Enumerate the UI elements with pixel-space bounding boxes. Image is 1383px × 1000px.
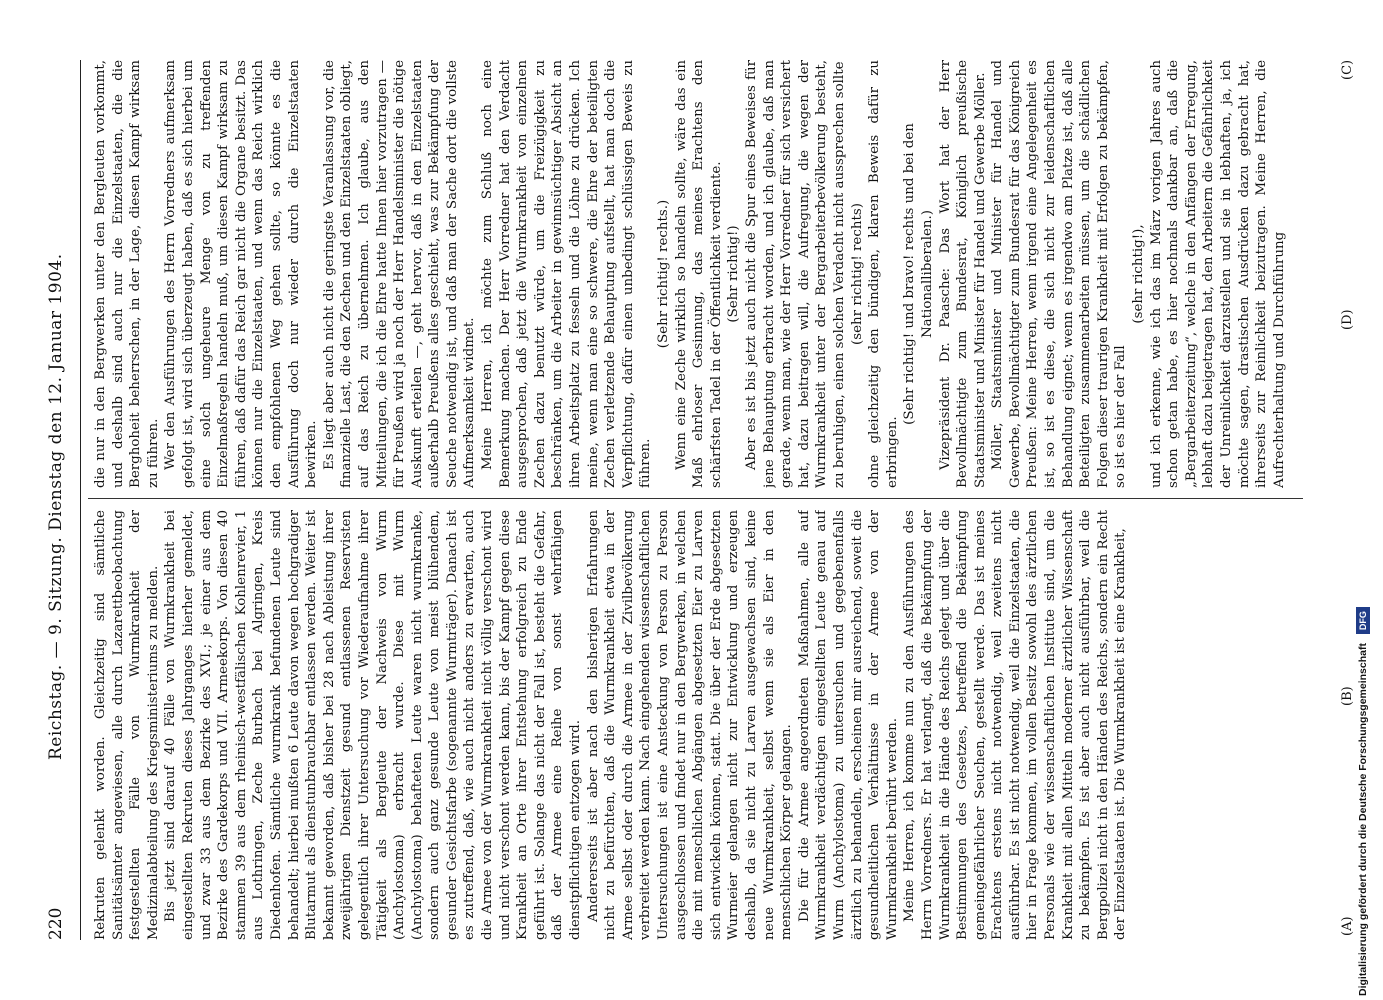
paragraph: Möller, Staatsminister und Minister für Handel und Gewerbe, Bevollmächtigter zum Bundesrat für das Königreich Preußen: Meine Herren, wenn irgend eine Angelegenheit es ist, so ist es diese, die sich nicht zur leidenschaftlichen Behandlung eignet; wenn es irgendwo am Platze ist, daß alle Beteiligten zusammenarbeiten müssen, um die schädlichen Folgen dieser traurigen Krankheit mit Erfolgen zu bekämpfen, so ist es hier der Fall <box>990 60 1129 488</box>
paragraph: Meine Herren, ich komme nun zu den Ausführungen des Herrn Vorredners. Er hat verlangt, daß die Bekämpfung der Wurmkrankheit in die Hände des Reichs gelegt und über die Bestimmungen des Gesetzes, betreffend die Bekämpfung gemeingefährlicher Seuchen, gestellt werde. Das ist meines Erachtens erstens nicht notwendig, weil zweitens nicht ausführbar. Es ist nicht notwendig, weil die Einzelstaaten, die hier in Frage kommen, im vollen Besitz sowohl des ärztlichen Personals wie der wissenschaftlichen Institute sind, um die Krankheit mit allen Mitteln moderner ärztlicher Wissenschaft zu bekämpfen. Es ist aber auch nicht ausführbar, weil die Bergpolizei nicht in den Händen des Reichs, sondern ein Recht der Einzelstaaten ist. Die Wurmkrankheit ist eine Krankheit, <box>902 510 1129 940</box>
paragraph: Die für die Armee angeordneten Maßnahmen, alle auf Wurmkrankheit verdächtigen eingestellten Leute genau auf Wurm (Anchylostoma) zu untersuchen und gegebenenfalls ärztlich zu behandeln, erscheinen mir ausreichend, soweit die gesundheitlichen Verhältnisse in der Armee von der Wurmkrankheit berührt werden. <box>796 510 900 940</box>
interjection: (Sehr richtig! und bravo! rechts und bei den Nationalliberalen.) <box>902 123 935 425</box>
paragraph: Wer den Ausführungen des Herrn Vorredners aufmerksam gefolgt ist, wird sich überzeugt haben, daß es sich hierbei um eine solch ungeheure Menge von zu treffenden Einzelmaßregeln handeln muß, um diesen Kampf wirksam zu führen, daß dafür das Reich gar nicht die Organe besitzt. Das können nur die Einzelstaaten, und wenn das Reich wirklich den empfohlenen Weg gehen sollte, so könnte es die Ausführung doch nur wieder durch die Einzelstaaten bewirken. <box>163 60 320 488</box>
dfg-watermark-text <box>1352 0 1374 996</box>
paragraph: und ich erkenne, wie ich das im März vorigen Jahres auch schon getan habe, es hier nochmals dankbar an, daß die „Bergarbeiterzeitung“, welche in den Anfängen der Erregung, lebhaft dazu beigetragen hat, den Arbeitern die Gefährlichkeit der Unreinlichkeit darzustellen und sie in lebhaften, ja, ich möchte sagen, drastischen Ausdrücken dazu gebracht hat, ihrerseits zur Reinlichkeit beizutragen. Meine Herren, die Aufrechterhaltung und Durchführung <box>1148 60 1287 488</box>
left-column <box>92 510 1292 940</box>
paragraph: Wenn eine Zeche wirklich so handeln sollte, wäre das ein Maß ehrloser Gesinnung, das meines Erachtens den schärfsten Tadel in der Öffentlichkeit verdiente. <box>673 60 724 488</box>
paragraph: die nur in den Bergwerken unter den Bergleuten vorkommt, und deshalb sind auch nur die Einzelstaaten, die die Berghoheit beherrschen, in der Lage, diesen Kampf wirksam zu führen. <box>93 60 161 488</box>
margin-mark-d: (D) <box>1340 309 1355 330</box>
interjection: (sehr richtig!), <box>1131 224 1147 324</box>
paragraph: Aber es ist bis jetzt auch nicht die Spur eines Beweises für jene Behauptung erbracht worden, und ich glaube, daß man gerade, wenn man, wie der Herr Vorredner für sich versichert hat, dazu beitragen will, die Aufregung, die wegen der Wurmkrankheit unter der Bergarbeiterbevölkerung besteht, zu beruhigen, einen solchen Verdacht nicht aussprechen sollte <box>743 60 847 488</box>
margin-mark-c: (C) <box>1340 59 1355 80</box>
margin-mark-b: (B) <box>1340 686 1355 706</box>
page-number: 220 <box>46 907 66 940</box>
paragraph: Vizepräsident Dr. Paasche: Das Wort hat der Herr Bevollmächtigte zum Bundesrat, Königlich preußische Staatsminister und Minister für Handel und Gewerbe Möller. <box>937 60 988 488</box>
paragraph: Bis jetzt sind darauf 40 Fälle von Wurmkrankheit bei eingestellten Rekruten dieses Jahrganges hierher gemeldet, und zwar 33 aus dem Bezirke des XVI.; je einer aus dem Bezirke des Gardekorps und VII. Armeekorps. Von diesen 40 stammen 39 aus dem rheinisch-westfälischen Kohlenrevier, 1 aus Lothringen, Zeche Burbach bei Algringen, Kreis Diedenhofen. Sämtliche wurmkrank befundenen Leute sind behandelt; hierbei mußten 6 Leute davon wegen hochgradiger Blutarmut als dienstunbrauchbar entlassen werden. Weiter ist bekannt geworden, daß bisher bei 28 nach Ableistung ihrer zweijährigen Dienstzeit gesund entlassenen Reservisten gelegentlich ihrer Untersuchung vor Wiederaufnahme ihrer Tätigkeit als Bergleute der Nachweis von Wurm (Anchylostoma) erbracht wurde. Diese mit Wurm (Anchylostoma) behafteten Leute waren nicht wurmkranke, sondern auch ganz gesunde Leute von meist blühendem, gesunder Gesichtsfarbe (sogenannte Wurmträger). Danach ist es zutreffend, daß, wie auch nicht anders zu erwarten, auch die Armee von der Wurmkrankheit nicht völlig verschont wird und nicht verschont werden kann, bis der Kampf gegen diese Krankheit an Orte ihrer Entstehung erfolgreich zu Ende geführt ist. Solange das nicht der Fall ist, besteht die Gefahr, daß der Armee eine Reihe von sonst wehrfähigen dienstpflichtigen entzogen wird. <box>163 510 584 940</box>
dfg-watermark <box>1352 6 1374 996</box>
interjection: (Sehr richtig!) <box>726 225 742 323</box>
page-header <box>40 60 74 940</box>
paragraph: ohne gleichzeitig den bündigen, klaren Beweis dafür zu erbringen. <box>867 60 900 488</box>
interjection: (Sehr richtig! rechts.) <box>656 199 671 349</box>
paragraph: Andererseits ist aber nach den bisherigen Erfahrungen nicht zu befürchten, daß die Wurmkrankheit etwa in der Armee selbst oder durch die Armee in der Zivilbevölkerung verbreitet werden kann. Nach eingehenden wissenschaftlichen Untersuchungen ist eine Ansteckung von Person zu Person ausgeschlossen und findet nur in den Bergwerken, in welchen die mit menschlichen Abgängen abgesetzten Eier zu Larven sich entwickeln können, statt. Die über der Erde abgesetzten Wurmeier gelangen nicht zur Entwicklung und erzeugen deshalb, da sie nicht zu Larven ausgewachsen sind, keine neue Wurmkrankheit, selbst wenn sie als Eier in den menschlichen Körper gelangen. <box>585 510 795 940</box>
watermark-text: Digitalisierung gefördert durch die Deutsche Forschungsgemeinschaft <box>1357 643 1369 996</box>
session-title: Reichstag. — 9. Sitzung. Dienstag den 12. Januar 1904. <box>46 253 66 760</box>
paragraph: Meine Herren, ich möchte zum Schluß noch eine Bemerkung machen. Der Herr Vorredner hat den Verdacht ausgesprochen, daß jetzt die Wurmkrankheit von einzelnen Zechen dazu benutzt würde, um die Freizügigkeit zu beschränken, um die Arbeiter in gewinnsüchtiger Absicht an ihren Arbeitsplatz zu fesseln und die Löhne zu drücken. Ich meine, wenn man eine so schwere, die Ehre der beteiligten Zechen verletzende Behauptung aufstellt, hat man doch die Verpflichtung, dafür einen unbedingt schlüssigen Beweis zu führen. <box>480 60 654 488</box>
paragraph: Rekruten gelenkt worden. Gleichzeitig sind sämtliche Sanitätsämter angewiesen, alle durch Lazarettbeobachtung festgestellten Fälle von Wurmkrankheit der Medizinalabteilung des Kriegsministeriums zu melden. <box>93 510 161 940</box>
paragraph: Es liegt aber auch nicht die geringste Veranlassung vor, die finanzielle Last, die den Zechen und den Einzelstaaten obliegt, auf das Reich zu übernehmen. Ich glaube, aus den Mitteilungen, die ich die Ehre hatte Ihnen hier vorzutragen — für Preußen wird ja noch der Herr Handelsminister die nötige Auskunft erteilen —, geht hervor, daß in den Einzelstaaten außerhalb Preußens alles geschieht, was zur Bekämpfung der Seuche notwendig ist, und daß man der Sache dort die vollste Aufmerksamkeit widmet. <box>321 60 478 488</box>
column-divider <box>88 498 1303 499</box>
interjection: (sehr richtig! rechts) <box>849 203 865 345</box>
header-rule <box>80 60 81 940</box>
margin-mark-a: (A) <box>1340 916 1355 936</box>
right-column <box>92 60 1292 488</box>
dfg-logo: DFG <box>1356 607 1370 634</box>
